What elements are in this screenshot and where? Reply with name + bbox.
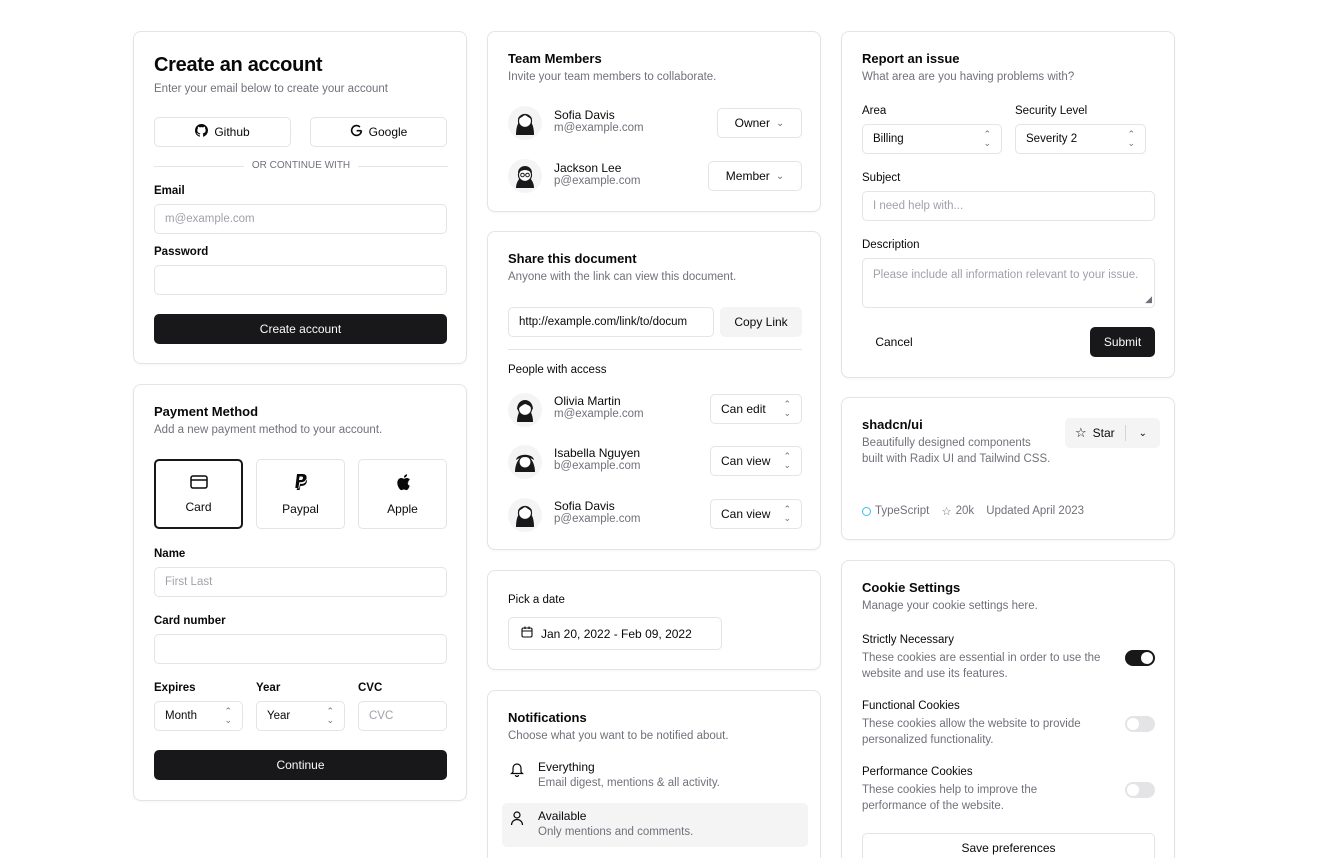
chevron-down-icon: ⌄: [775, 170, 785, 182]
create-account-subtitle: Enter your email below to create your account: [154, 83, 388, 95]
name-placeholder: First Last: [165, 576, 213, 588]
share-link-input[interactable]: [508, 307, 714, 337]
email-label: Email: [154, 185, 185, 197]
repo-description: Beautifully designed components built with Radix UI and Tailwind CSS.: [862, 437, 1051, 465]
date-label: Pick a date: [508, 594, 565, 606]
cvc-placeholder: CVC: [369, 710, 394, 722]
performance-cookies-toggle[interactable]: [1125, 782, 1155, 798]
date-range-button[interactable]: [508, 617, 722, 650]
cancel-button[interactable]: Cancel: [875, 335, 913, 349]
description-label: Description: [862, 239, 920, 251]
year-label: Year: [256, 682, 281, 694]
cookie-subtitle: Manage your cookie settings here.: [862, 600, 1038, 612]
payment-option-label: Apple: [387, 501, 418, 516]
date-picker-card: [487, 570, 821, 670]
area-select[interactable]: [862, 124, 1002, 154]
report-subtitle: What area are you having problems with?: [862, 71, 1075, 83]
google-button[interactable]: [310, 117, 447, 147]
notifications-subtitle: Choose what you want to be notified about.: [508, 730, 729, 742]
description-placeholder: Please include all information relevant to your issue.: [873, 269, 1139, 281]
person-email: p@example.com: [554, 513, 641, 525]
cvc-label: CVC: [358, 682, 383, 694]
divider-left: [154, 166, 244, 167]
google-icon: [350, 124, 363, 140]
password-label: Password: [154, 246, 209, 258]
card-number-input[interactable]: [154, 634, 447, 664]
share-link-value: http://example.com/link/to/docum: [519, 316, 688, 328]
description-textarea[interactable]: [862, 258, 1155, 308]
notifications-card: [487, 690, 821, 858]
or-continue-text: OR CONTINUE WITH: [251, 160, 351, 171]
cookie-option-title: Strictly Necessary: [862, 634, 955, 646]
paypal-icon: [293, 473, 309, 494]
share-subtitle: Anyone with the link can view this document.: [508, 271, 737, 283]
language-indicator: [862, 505, 929, 517]
permission-value: Can view: [721, 507, 771, 521]
updated-text: Updated April 2023: [986, 505, 1085, 517]
apple-icon: [395, 473, 411, 494]
team-subtitle: Invite your team members to collaborate.: [508, 71, 717, 83]
share-divider: [508, 349, 802, 350]
cookie-option-title: Performance Cookies: [862, 766, 973, 778]
notification-option-desc: Email digest, mentions & all activity.: [538, 777, 720, 789]
security-level-select[interactable]: [1015, 124, 1146, 154]
calendar-icon: [521, 626, 533, 641]
date-range-value: Jan 20, 2022 - Feb 09, 2022: [541, 626, 692, 641]
password-input[interactable]: [154, 265, 447, 295]
star-options-button[interactable]: [1126, 418, 1160, 448]
role-value: Owner: [734, 116, 770, 130]
star-icon: ☆: [1075, 425, 1087, 440]
expires-value: Month: [165, 710, 197, 722]
person-name: Isabella Nguyen: [554, 446, 641, 460]
copy-link-button[interactable]: Copy Link: [720, 307, 802, 337]
permission-value: Can edit: [721, 402, 766, 416]
cookie-option-desc: These cookies are essential in order to use the website and use its features.: [862, 652, 1101, 680]
person-email: b@example.com: [554, 460, 641, 472]
share-document-card: [487, 231, 821, 550]
permission-select[interactable]: [710, 394, 802, 424]
circle-icon: [862, 507, 871, 516]
create-account-title: Create an account: [154, 54, 323, 76]
area-label: Area: [862, 105, 887, 117]
star-icon: ☆: [941, 506, 952, 518]
notification-option-title: Everything: [538, 760, 595, 774]
member-email: m@example.com: [554, 122, 644, 134]
language-label: TypeScript: [875, 505, 930, 517]
role-value: Member: [725, 169, 770, 183]
expires-label: Expires: [154, 682, 196, 694]
report-title: Report an issue: [862, 51, 960, 66]
continue-button[interactable]: Continue: [154, 750, 447, 780]
repo-meta: [862, 504, 1084, 518]
chevron-up-down-icon: ⌃ ⌄: [783, 451, 791, 470]
stars-count: [941, 504, 974, 518]
notification-option-desc: Only mentions and comments.: [538, 826, 694, 838]
email-input[interactable]: [154, 204, 447, 234]
report-issue-card: [841, 31, 1175, 378]
team-members-card: [487, 31, 821, 212]
person-name: Sofia Davis: [554, 499, 615, 513]
email-placeholder: m@example.com: [165, 213, 255, 225]
security-level-value: Severity 2: [1026, 133, 1078, 145]
chevron-up-down-icon: ⌃ ⌄: [783, 504, 791, 523]
cookie-title: Cookie Settings: [862, 580, 961, 595]
submit-button[interactable]: Submit: [1090, 327, 1155, 357]
avatar: [508, 106, 542, 140]
person-email: m@example.com: [554, 408, 644, 420]
permission-select[interactable]: [710, 499, 802, 529]
payment-subtitle: Add a new payment method to your account.: [154, 424, 383, 436]
avatar: [508, 445, 542, 479]
security-level-label: Security Level: [1015, 105, 1088, 117]
cookie-option-title: Functional Cookies: [862, 700, 960, 712]
user-icon: [510, 810, 524, 829]
cvc-input[interactable]: [358, 701, 447, 731]
payment-option-label: Paypal: [282, 501, 319, 516]
name-input[interactable]: [154, 567, 447, 597]
payment-option-paypal[interactable]: [256, 459, 345, 529]
role-dropdown[interactable]: [708, 161, 802, 191]
credit-card-icon: [190, 475, 208, 492]
subject-input[interactable]: [862, 191, 1155, 221]
cookie-settings-card: [841, 560, 1175, 858]
member-name: Jackson Lee: [554, 161, 622, 175]
stars-value: 20k: [955, 505, 975, 517]
github-label: Github: [214, 125, 250, 139]
create-account-card: [133, 31, 467, 364]
subject-label: Subject: [862, 172, 901, 184]
payment-method-card: [133, 384, 467, 801]
payment-option-card[interactable]: [154, 459, 243, 529]
avatar: [508, 393, 542, 427]
functional-cookies-toggle[interactable]: [1125, 716, 1155, 732]
cookie-option-desc: These cookies help to improve the performance of the website.: [862, 784, 1038, 812]
year-value: Year: [267, 710, 291, 722]
chevron-up-down-icon: ⌃ ⌄: [224, 706, 232, 725]
person-name: Olivia Martin: [554, 394, 621, 408]
expires-select[interactable]: [154, 701, 243, 731]
star-button[interactable]: [1065, 418, 1125, 448]
role-dropdown[interactable]: [717, 108, 802, 138]
cookie-option-desc: These cookies allow the website to provide personalized functionality.: [862, 718, 1081, 746]
chevron-up-down-icon: ⌃ ⌄: [983, 129, 991, 148]
subject-placeholder: I need help with...: [873, 200, 964, 212]
divider-right: [358, 166, 448, 167]
permission-value: Can view: [721, 454, 771, 468]
chevron-up-down-icon: ⌃ ⌄: [783, 399, 791, 418]
github-icon: [195, 124, 208, 140]
chevron-up-down-icon: ⌃ ⌄: [326, 706, 334, 725]
permission-select[interactable]: [710, 446, 802, 476]
area-value: Billing: [873, 133, 904, 145]
payment-option-apple[interactable]: [358, 459, 447, 529]
avatar: [508, 159, 542, 193]
notification-option-available[interactable]: [502, 803, 808, 847]
repo-card: [841, 397, 1175, 540]
team-title: Team Members: [508, 51, 602, 66]
payment-title: Payment Method: [154, 404, 259, 419]
resize-handle-icon[interactable]: ◢: [1145, 294, 1152, 304]
year-select[interactable]: [256, 701, 345, 731]
star-label: Star: [1092, 426, 1115, 440]
people-access-label: People with access: [508, 364, 607, 376]
github-button[interactable]: [154, 117, 291, 147]
star-button-group: [1065, 418, 1160, 448]
notification-option-everything[interactable]: [502, 755, 808, 797]
member-name: Sofia Davis: [554, 108, 615, 122]
name-label: Name: [154, 548, 186, 560]
save-preferences-button[interactable]: Save preferences: [862, 833, 1155, 858]
chevron-down-icon: ⌄: [775, 117, 785, 129]
avatar: [508, 498, 542, 532]
card-number-label: Card number: [154, 615, 226, 627]
notifications-title: Notifications: [508, 710, 587, 725]
strictly-necessary-toggle[interactable]: [1125, 650, 1155, 666]
chevron-down-icon: ⌄: [1138, 427, 1148, 439]
create-account-button[interactable]: Create account: [154, 314, 447, 344]
google-label: Google: [368, 125, 408, 139]
chevron-up-down-icon: ⌃ ⌄: [1127, 129, 1135, 148]
repo-name: shadcn/ui: [862, 417, 923, 432]
payment-option-label: Card: [185, 499, 212, 514]
bell-icon: [510, 761, 524, 780]
member-email: p@example.com: [554, 175, 641, 187]
notification-option-title: Available: [538, 809, 587, 823]
share-title: Share this document: [508, 251, 637, 266]
